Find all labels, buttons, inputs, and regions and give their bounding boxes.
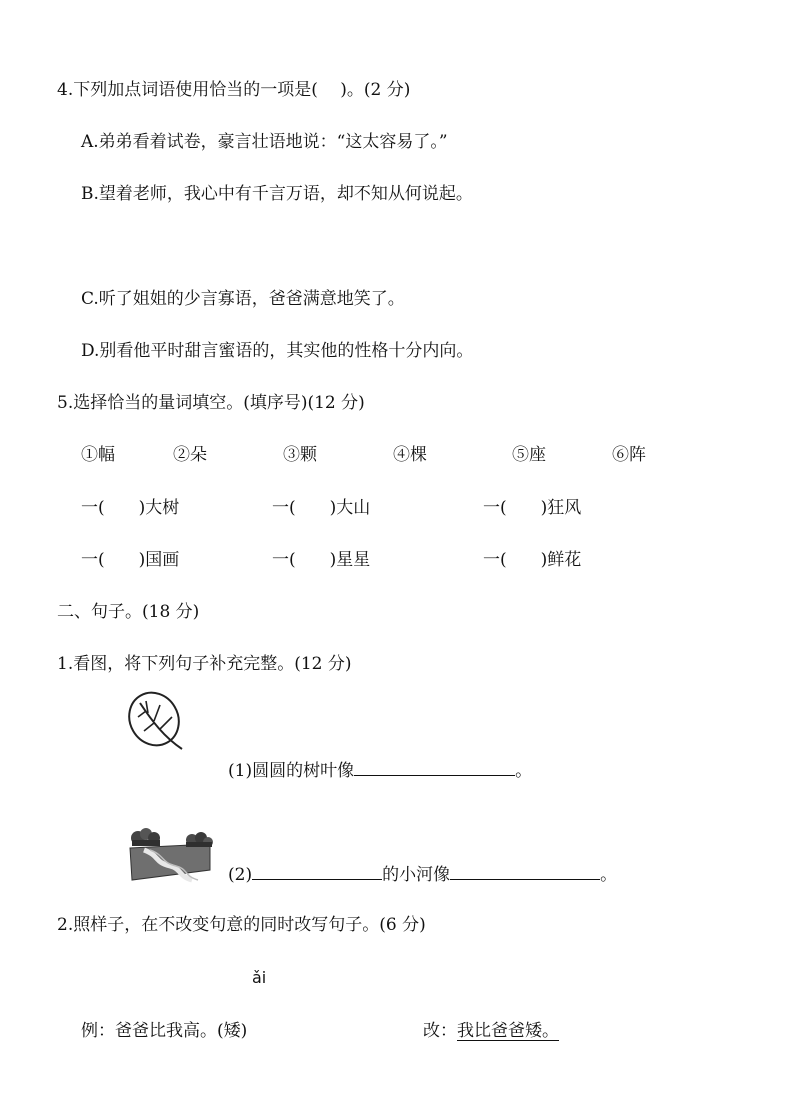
- item1-prefix: (1)圆圆的树叶像: [228, 761, 355, 781]
- section2-title: 二、句子。(18 分): [57, 602, 200, 622]
- s2-q1-stem: 1.看图，将下列句子补充完整。(12 分): [57, 654, 352, 674]
- q4-option-a: A.弟弟看着试卷，豪言壮语地说：“这太容易了。”: [81, 132, 448, 152]
- q5-choice-6: ⑥阵: [612, 445, 646, 465]
- s2-q2-stem: 2.照样子，在不改变句意的同时改写句子。(6 分): [57, 915, 426, 935]
- rewrite-label: 改：: [423, 1021, 457, 1041]
- q5-blank-dashu: 一( )大树: [81, 498, 180, 518]
- example-sentence: 例：爸爸比我高。(矮): [81, 1021, 248, 1041]
- q5-blank-kuangfeng: 一( )狂风: [483, 498, 582, 518]
- item2-suffix: 。: [600, 865, 618, 885]
- q5-blank-xingxing: 一( )星星: [272, 550, 371, 570]
- q5-choice-3: ③颗: [283, 445, 317, 465]
- item2-answer-blank-1[interactable]: [252, 861, 382, 880]
- s2-q1-item1: [228, 757, 532, 783]
- q5-choice-5: ⑤座: [512, 445, 546, 465]
- rewrite-answer: [423, 1019, 559, 1043]
- q4-option-d: D.别看他平时甜言蜜语的，其实他的性格十分内向。: [81, 341, 474, 361]
- rewrite-text: 我比爸爸矮。: [457, 1021, 559, 1041]
- q5-stem: 5.选择恰当的量词填空。(填序号)(12 分): [57, 393, 365, 413]
- q5-blank-xianhua: 一( )鲜花: [483, 550, 582, 570]
- leaf-illustration: [126, 689, 186, 753]
- item1-suffix: 。: [515, 761, 533, 781]
- q5-blank-dashan: 一( )大山: [272, 498, 371, 518]
- pinyin-annotation: ǎi: [252, 968, 267, 987]
- q4-stem: 4.下列加点词语使用恰当的一项是( )。(2 分): [57, 80, 411, 100]
- item2-prefix: (2): [228, 865, 253, 885]
- q5-choice-2: ②朵: [173, 445, 207, 465]
- item2-answer-blank-2[interactable]: [450, 861, 600, 880]
- river-illustration: [126, 826, 214, 884]
- item1-answer-blank[interactable]: [354, 757, 515, 776]
- q5-choice-1: ①幅: [81, 445, 115, 465]
- q5-blank-guohua: 一( )国画: [81, 550, 180, 570]
- q4-option-c: C.听了姐姐的少言寡语，爸爸满意地笑了。: [81, 289, 405, 309]
- s2-q1-item2: [228, 861, 617, 887]
- q4-option-b: B.望着老师，我心中有千言万语，却不知从何说起。: [81, 184, 473, 204]
- q5-choice-4: ④棵: [393, 445, 427, 465]
- item2-middle: 的小河像: [382, 865, 451, 885]
